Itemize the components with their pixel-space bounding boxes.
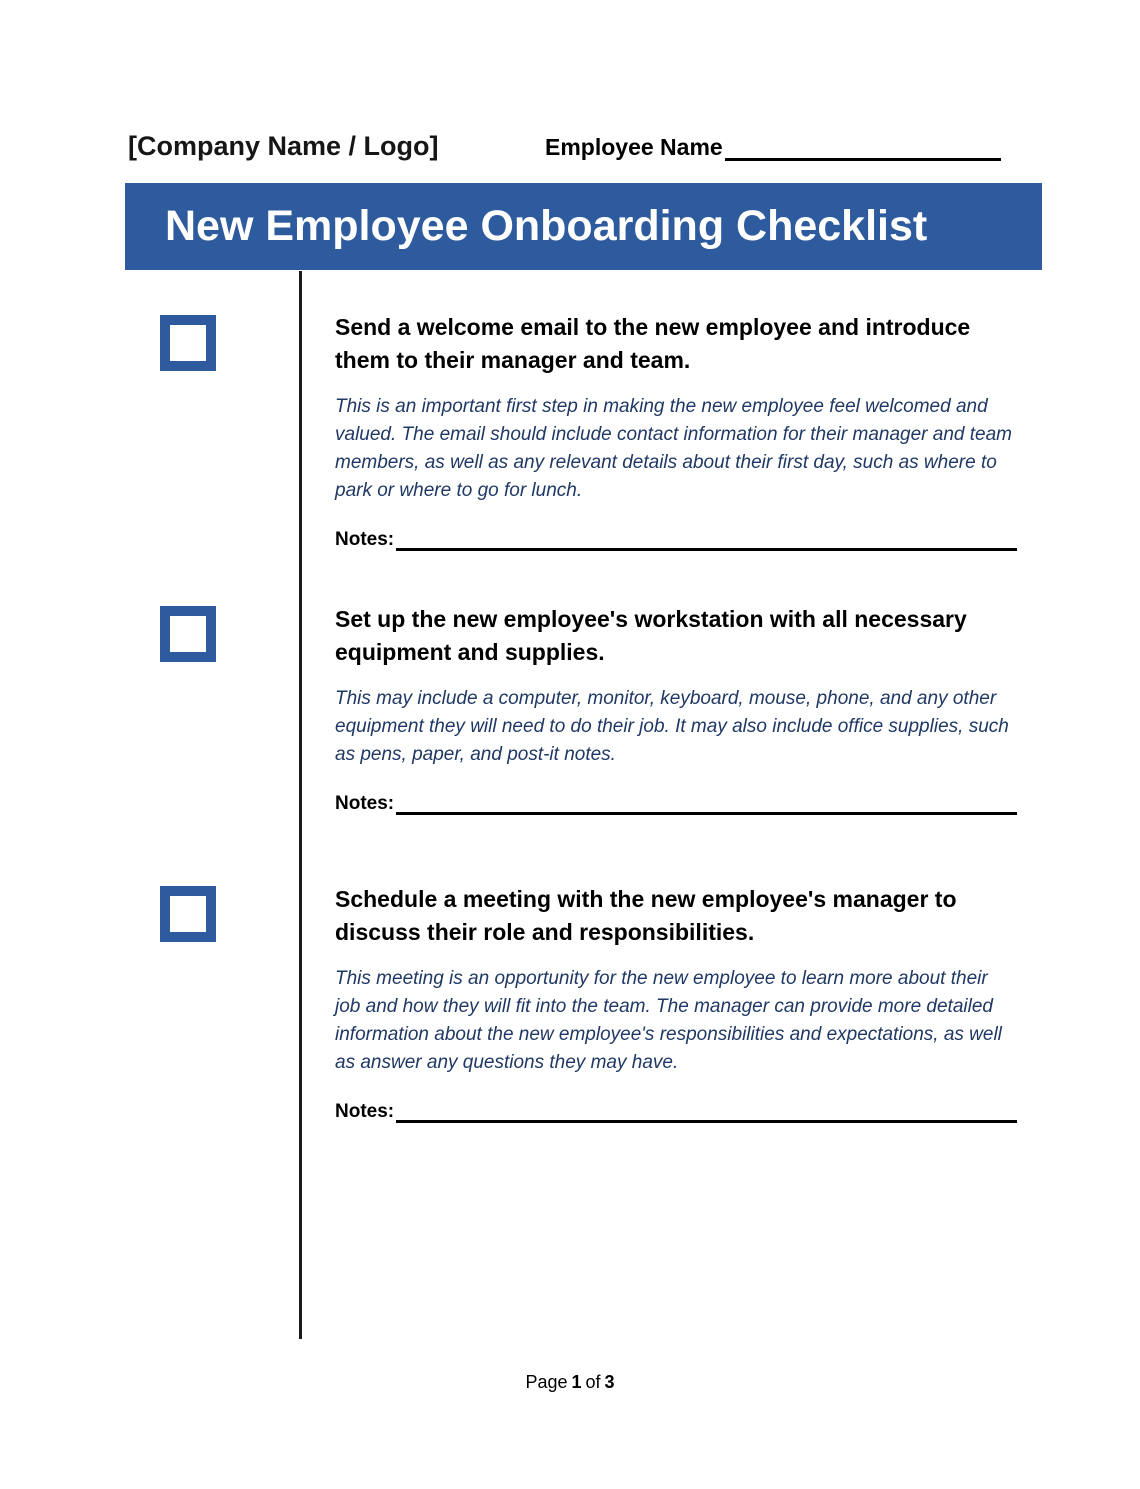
footer-page-number: 1 [571,1372,582,1392]
notes-blank-line [396,794,1017,815]
vertical-divider [299,271,302,1339]
item-3-notes-row [335,1101,1017,1123]
checklist-item-2 [335,603,1017,815]
footer-page-label: Page [525,1372,568,1392]
checkbox-item-3[interactable] [160,886,216,942]
company-name-placeholder: [Company Name / Logo] [128,131,439,161]
employee-name-row [545,134,1001,161]
checklist-item-1 [335,311,1017,551]
item-1-heading: Send a welcome email to the new employee and introduce them to their manager and team. [335,314,971,373]
employee-name-blank-line [725,135,1001,161]
notes-blank-line [396,530,1017,551]
employee-name-label: Employee Name [545,134,723,160]
item-3-heading: Schedule a meeting with the new employee's manager to discuss their role and responsibilities. [335,886,957,945]
notes-label: Notes: [335,529,395,550]
notes-blank-line [396,1102,1017,1123]
checklist-item-3 [335,883,1017,1123]
item-2-notes-row [335,793,1017,815]
item-2-description: This may include a computer, monitor, keyboard, mouse, phone, and any other equipment they will need to do their job. It may also include office supplies, such as pens, paper, and post-it notes. [335,688,1009,765]
notes-label: Notes: [335,1101,395,1122]
item-1-description: This is an important first step in making the new employee feel welcomed and valued. The email should include contact information for their manager and team members, as well as any relevant details about their first day, such as where to park or where to go for lunch. [335,396,1012,501]
item-1-notes-row [335,529,1017,551]
checkbox-item-1[interactable] [160,315,216,371]
page-title: New Employee Onboarding Checklist [165,202,928,250]
footer-of-label: of [585,1372,601,1392]
title-banner [125,183,1042,270]
page-footer [0,1372,1140,1393]
item-2-heading: Set up the new employee's workstation with all necessary equipment and supplies. [335,606,967,665]
notes-label: Notes: [335,793,395,814]
item-3-description: This meeting is an opportunity for the new employee to learn more about their job and how they will fit into the team. The manager can provide more detailed information about the new employee's responsibilities and expectations, as well as answer any questions they may have. [335,968,1002,1073]
footer-total-pages: 3 [604,1372,615,1392]
checkbox-item-2[interactable] [160,606,216,662]
